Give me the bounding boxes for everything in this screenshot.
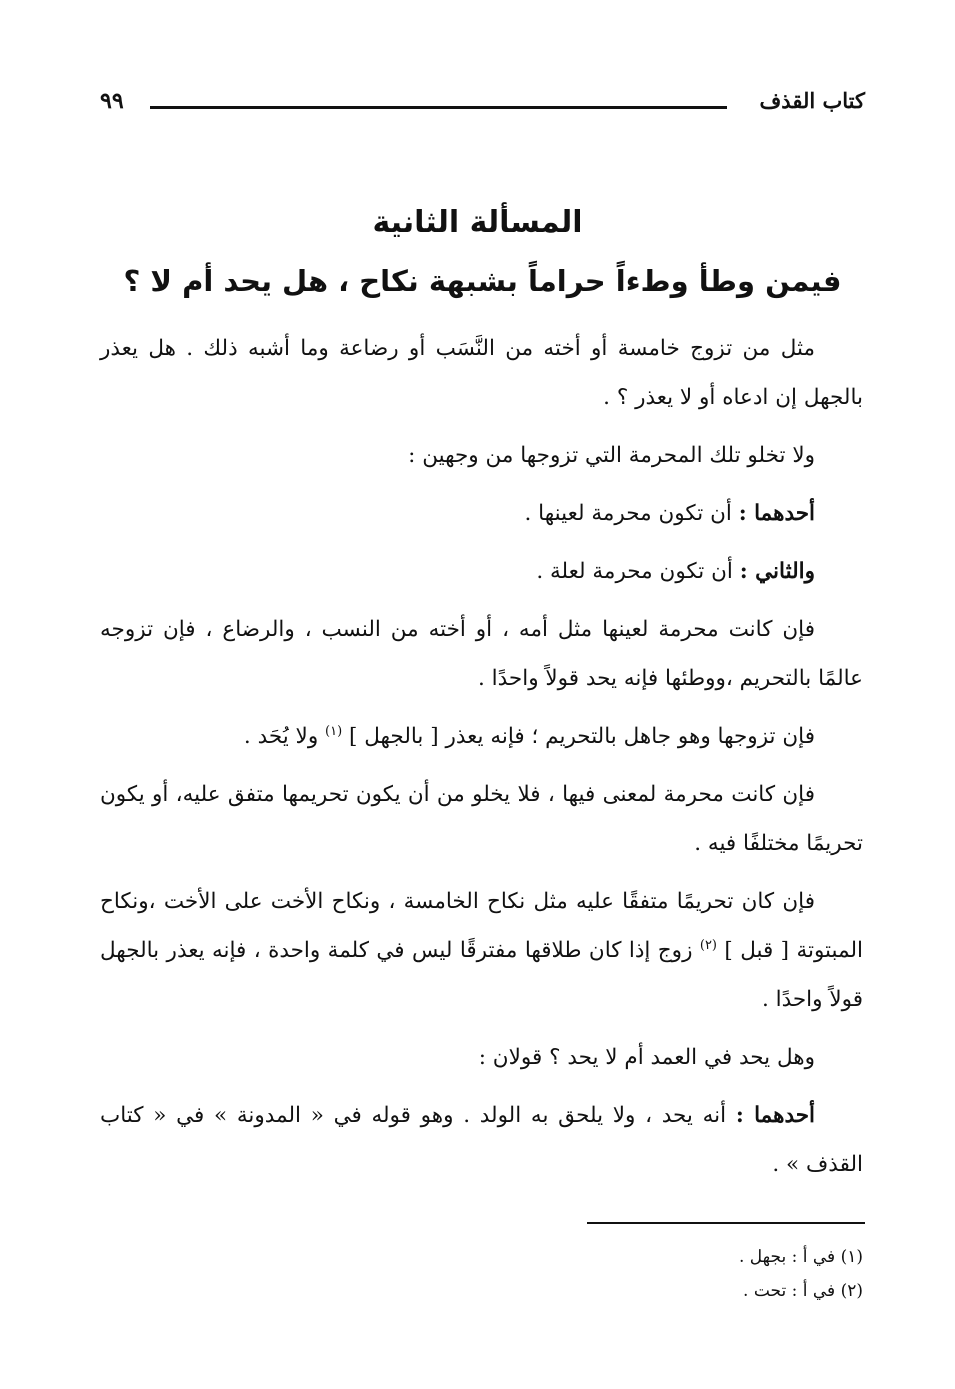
header-rule	[150, 106, 727, 109]
paragraph	[100, 770, 863, 868]
footnote-marker: (١)	[325, 724, 343, 739]
paragraph	[100, 489, 863, 538]
paragraph-text: أن تكون محرمة لعينها .	[524, 501, 739, 526]
paragraph-lead: أحدهما :	[738, 501, 815, 526]
paragraph	[100, 1091, 863, 1189]
paragraph-lead: أحدهما :	[735, 1103, 815, 1128]
paragraph	[100, 712, 863, 761]
section-title: المسألة الثانية	[372, 205, 583, 240]
section-subtitle: فيمن وطأ وطءاً حراماً بشبهة نكاح ، هل يحد أم لا ؟	[123, 264, 842, 298]
paragraph-text: فإن كان تحريمًا متفقًا عليه مثل نكاح الخامسة ، ونكاح الأخت على الأخت ،ونكاح المبتوتة [ قبل ]	[100, 889, 863, 963]
paragraph	[100, 547, 863, 596]
running-title: كتاب القذف	[759, 88, 865, 113]
paragraph-text: وهل يحد في العمد أم لا يحد ؟ قولان :	[478, 1045, 815, 1070]
footnote-separator	[587, 1222, 865, 1224]
footnotes	[100, 1240, 863, 1308]
footnote: (٢) في أ : تحت .	[743, 1281, 863, 1301]
paragraph-text: ولا يُحَد .	[243, 724, 326, 749]
page-number: ٩٩	[100, 88, 124, 114]
paragraph-text: فإن تزوجها وهو جاهل بالتحريم ؛ فإنه يعذر [ بالجهل ]	[342, 724, 815, 749]
paragraph-text: أنه يحد ، ولا يلحق به الولد . وهو قوله في « المدونة » في « كتاب القذف » .	[100, 1103, 863, 1177]
paragraph	[100, 1033, 863, 1082]
footnote: (١) في أ : بجهل .	[739, 1247, 863, 1267]
paragraph-text: زوج إذا كان طلاقها مفترقًا ليس في كلمة واحدة ، فإنه يعذر بالجهل قولاً واحدًا .	[100, 938, 863, 1012]
paragraph-text: فإن كانت محرمة لعينها مثل أمه ، أو أخته من النسب ، والرضاع ، فإن تزوجه عالمًا بالتحريم ،ووطئها فإنه يحد قولاً واحدًا .	[100, 617, 863, 691]
paragraph-text: ولا تخلو تلك المحرمة التي تزوجها من وجهين :	[408, 443, 815, 468]
page-header	[100, 86, 865, 122]
paragraph-text: أن تكون محرمة لعلة .	[536, 559, 740, 584]
footnote-marker: (٢)	[699, 938, 717, 953]
paragraph-lead: والثاني :	[739, 559, 815, 584]
paragraph	[100, 605, 863, 703]
paragraph	[100, 877, 863, 1024]
paragraph	[100, 431, 863, 480]
paragraph	[100, 324, 863, 422]
paragraph-text: مثل من تزوج خامسة أو أخته من النَّسَب أو رضاعة وما أشبه ذلك . هل يعذر بالجهل إن ادعاه أو لا يعذر ؟ .	[100, 336, 863, 410]
body-text	[100, 324, 863, 1198]
paragraph-text: فإن كانت محرمة لمعنى فيها ، فلا يخلو من أن يكون تحريمها متفق عليه، أو يكون تحريمًا مختلفًا فيه .	[100, 782, 863, 856]
